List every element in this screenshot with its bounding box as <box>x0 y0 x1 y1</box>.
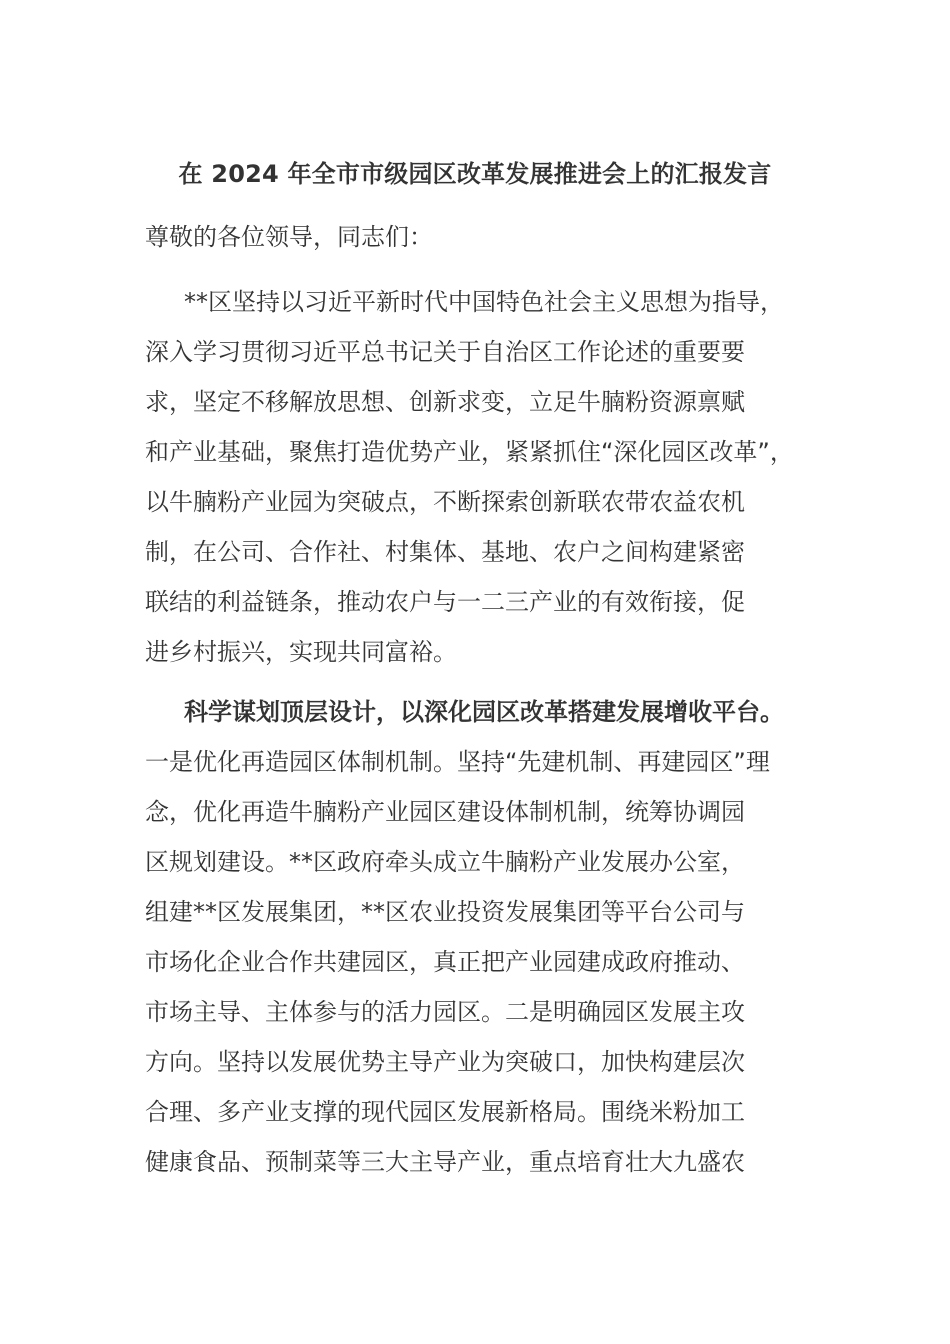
section-heading: 科学谋划顶层设计，以深化园区改革搭建发展增收平台。 <box>184 698 784 726</box>
paragraph-line: 一是优化再造园区体制机制。坚持“先建机制、再建园区”理 <box>145 748 770 776</box>
paragraph-line: 求，坚定不移解放思想、创新求变，立足牛腩粉资源禀赋 <box>145 388 745 416</box>
paragraph-line: 方向。坚持以发展优势主导产业为突破口，加快构建层次 <box>145 1048 745 1076</box>
paragraph-line: 健康食品、预制菜等三大主导产业，重点培育壮大九盛农 <box>145 1148 745 1176</box>
paragraph-line: 深入学习贯彻习近平总书记关于自治区工作论述的重要要 <box>145 338 745 366</box>
paragraph-line: 合理、多产业支撑的现代园区发展新格局。围绕米粉加工 <box>145 1098 745 1126</box>
paragraph-line: 市场化企业合作共建园区，真正把产业园建成政府推动、 <box>145 948 745 976</box>
paragraph-line: 市场主导、主体参与的活力园区。二是明确园区发展主攻 <box>145 998 745 1026</box>
paragraph-line: 念，优化再造牛腩粉产业园区建设体制机制，统筹协调园 <box>145 798 745 826</box>
paragraph-line: 进乡村振兴，实现共同富裕。 <box>145 638 457 666</box>
paragraph-line: 组建**区发展集团，**区农业投资发展集团等平台公司与 <box>145 898 745 926</box>
paragraph-line: 联结的利益链条，推动农户与一二三产业的有效衔接，促 <box>145 588 745 616</box>
document-title: 在 2024 年全市市级园区改革发展推进会上的汇报发言 <box>178 160 772 188</box>
paragraph-line: **区坚持以习近平新时代中国特色社会主义思想为指导， <box>184 288 784 316</box>
salutation: 尊敬的各位领导，同志们： <box>145 223 433 251</box>
paragraph-line: 以牛腩粉产业园为突破点，不断探索创新联农带农益农机 <box>145 488 745 516</box>
paragraph-line: 区规划建设。**区政府牵头成立牛腩粉产业发展办公室， <box>145 848 745 876</box>
paragraph-line: 制，在公司、合作社、村集体、基地、农户之间构建紧密 <box>145 538 745 566</box>
paragraph-line: 和产业基础，聚焦打造优势产业，紧紧抓住“深化园区改革”， <box>145 438 794 466</box>
